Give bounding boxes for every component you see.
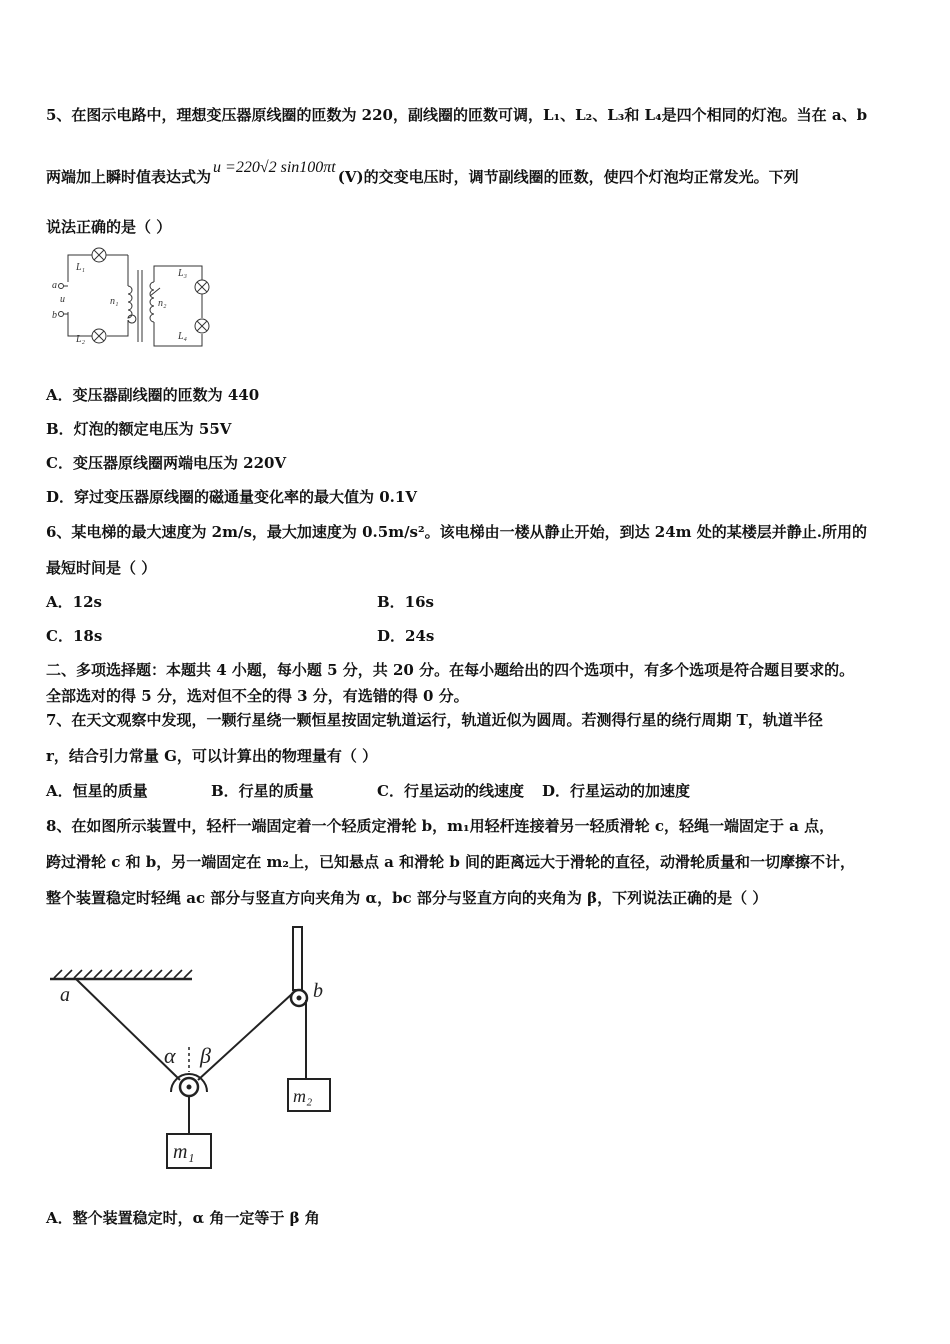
q5-label-b: b <box>52 310 57 321</box>
q5-line-2 <box>46 159 799 187</box>
q5-label-L1: L₁ <box>76 262 86 273</box>
q6-option-c: C．18s <box>46 627 103 645</box>
q8-label-m1: m₁ <box>173 1141 195 1163</box>
q8-pulley-diagram <box>40 922 340 1174</box>
q5-label-L3: L₃ <box>178 268 188 279</box>
q8-label-m2: m₂ <box>293 1086 313 1106</box>
q8-option-a: A．整个装置稳定时，α 角一定等于 β 角 <box>46 1209 320 1227</box>
q7-line-1: 7、在天文观察中发现，一颗行星绕一颗恒星按固定轨道运行，轨道近似为圆周。若测得行星的绕行周期 T，轨道半径 <box>46 711 823 729</box>
q8-line-2: 跨过滑轮 c 和 b，另一端固定在 m₂上，已知悬点 a 和滑轮 b 间的距离远大于滑轮的直径，动滑轮质量和一切摩擦不计， <box>46 853 856 871</box>
q5-option-b: B．灯泡的额定电压为 55V <box>46 420 232 438</box>
q7-option-a: A．恒星的质量 <box>46 782 148 800</box>
q8-label-beta: β <box>200 1043 211 1068</box>
q5-label-L2: L₂ <box>76 334 86 345</box>
q5-line-2-prefix: 两端加上瞬时值表达式为 <box>46 168 212 186</box>
q5-line-1: 5、在图示电路中，理想变压器原线圈的匝数为 220，副线圈的匝数可调，L₁、L₂、L₃和 L₄是四个相同的灯泡。当在 a、b <box>46 106 868 124</box>
q7-line-2: r，结合引力常量 G，可以计算出的物理量有（ ） <box>46 747 378 765</box>
q5-label-n2: n₂ <box>158 298 167 309</box>
q8-label-alpha: α <box>164 1043 176 1068</box>
q8-label-b: b <box>313 980 323 1002</box>
q5-option-d: D．穿过变压器原线圈的磁通量变化率的最大值为 0.1V <box>46 488 417 506</box>
q5-label-L4: L₄ <box>178 331 188 342</box>
q6-line-2: 最短时间是（ ） <box>46 559 157 577</box>
q5-label-n1: n₁ <box>110 296 119 307</box>
q8-label-a: a <box>60 984 70 1006</box>
q5-formula: u =220√2 sin100πt <box>213 159 336 176</box>
q7-option-b: B．行星的质量 <box>211 782 314 800</box>
section2-line-1: 二、多项选择题：本题共 4 小题，每小题 5 分，共 20 分。在每小题给出的四个选项中，有多个选项是符合题目要求的。 <box>46 661 855 679</box>
q5-option-a: A．变压器副线圈的匝数为 440 <box>46 386 260 404</box>
q8-line-1: 8、在如图所示装置中，轻杆一端固定着一个轻质定滑轮 b，m₁用轻杆连接着另一轻质滑轮 c，轻绳一端固定于 a 点， <box>46 817 835 835</box>
q5-option-c: C．变压器原线圈两端电压为 220V <box>46 454 287 472</box>
q8-line-3: 整个装置稳定时轻绳 ac 部分与竖直方向夹角为 α，bc 部分与竖直方向的夹角为 β，下列说法正确的是（ ） <box>46 889 768 907</box>
q6-option-d: D．24s <box>377 627 435 645</box>
q5-label-a: a <box>52 280 57 291</box>
q5-line-2-suffix: (V)的交变电压时，调节副线圈的匝数，使四个灯泡均正常发光。下列 <box>337 168 799 186</box>
q5-label-u: u <box>60 294 65 305</box>
section2-line-2: 全部选对的得 5 分，选对但不全的得 3 分，有选错的得 0 分。 <box>46 687 469 705</box>
q5-line-3: 说法正确的是（ ） <box>46 218 172 236</box>
q7-option-c: C．行星运动的线速度 <box>377 782 524 800</box>
q7-option-d: D．行星运动的加速度 <box>542 782 691 800</box>
q5-circuit-diagram <box>50 242 220 358</box>
q6-line-1: 6、某电梯的最大速度为 2m/s，最大加速度为 0.5m/s²。该电梯由一楼从静止开始，到达 24m 处的某楼层并静止.所用的 <box>46 523 867 541</box>
q6-option-a: A．12s <box>46 593 102 611</box>
q6-option-b: B．16s <box>377 593 434 611</box>
